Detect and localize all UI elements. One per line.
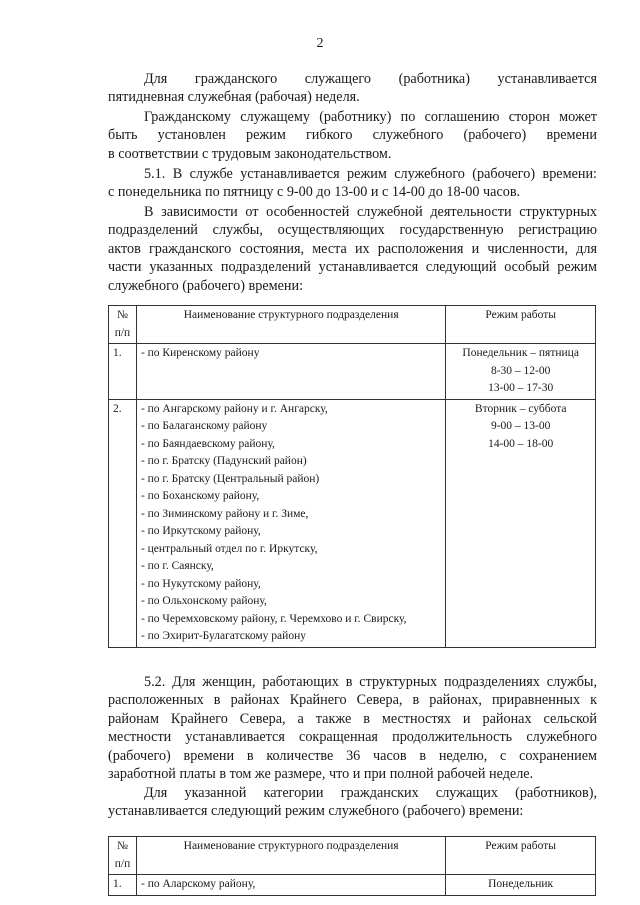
header-num-line: п/п bbox=[114, 326, 131, 339]
text-line: расположенных в районах Крайнего Севера, в районах, приравненных к bbox=[108, 692, 597, 709]
row-name: - по Аларскому району, bbox=[136, 875, 445, 896]
unit-name: - по Балаганскому району bbox=[140, 420, 268, 432]
row-num: 1. bbox=[109, 875, 137, 896]
unit-name: - по г. Саянску, bbox=[140, 560, 214, 572]
mode-line: Понедельник – пятница bbox=[462, 347, 579, 359]
header-num-line: № bbox=[116, 309, 128, 321]
unit-name: - по Киренскому району bbox=[140, 347, 260, 359]
text-line: подразделений службы, осуществляющих государственную регистрацию bbox=[108, 222, 597, 239]
text-line: Гражданскому служащему (работнику) по соглашению сторон может bbox=[144, 109, 597, 125]
row-mode: Понедельник bbox=[446, 875, 596, 896]
header-mode: Режим работы bbox=[446, 306, 596, 344]
unit-name: - по Боханскому району, bbox=[140, 490, 260, 502]
header-num bbox=[109, 837, 137, 875]
header-mode: Режим работы bbox=[446, 837, 596, 875]
schedule-table-2 bbox=[108, 836, 596, 896]
text-line: устанавливается следующий режим служебного (рабочего) времени: bbox=[108, 803, 524, 820]
paragraph-5-2 bbox=[108, 673, 597, 783]
text-line: В зависимости от особенностей служебной деятельности структурных bbox=[144, 204, 597, 220]
mode-line: 13-00 – 17-30 bbox=[488, 382, 554, 394]
unit-name: - по Эхирит-Булагатскому району bbox=[140, 630, 306, 642]
row-name bbox=[136, 344, 445, 400]
text-line: 5.2. Для женщин, работающих в структурных подразделениях службы, bbox=[144, 674, 597, 690]
paragraph-special-mode bbox=[108, 203, 597, 295]
text-line: местности устанавливается сокращенная продолжительность служебного bbox=[108, 729, 597, 746]
table-header-row bbox=[109, 837, 596, 875]
unit-name: - по Иркутскому району, bbox=[140, 525, 261, 537]
unit-name: - по г. Братску (Центральный район) bbox=[140, 472, 320, 485]
schedule-table-1 bbox=[108, 305, 596, 648]
text-line: (рабочего) времени в количестве 36 часов в неделю, с сохранением bbox=[108, 747, 597, 764]
header-name: Наименование структурного подразделения bbox=[136, 837, 445, 875]
text-line: быть установлен режим гибкого служебного (рабочего) времени bbox=[108, 127, 597, 144]
paragraph-flexible-time bbox=[108, 108, 597, 163]
unit-name: - по г. Братску (Падунский район) bbox=[140, 455, 307, 467]
text-line: в соответствии с трудовым законодательством. bbox=[108, 145, 392, 162]
text-line: заработной платы в том же размере, что и при полной рабочей неделе. bbox=[108, 766, 534, 783]
row-num: 2. bbox=[109, 399, 137, 647]
paragraph-5-1 bbox=[108, 165, 597, 202]
row-num: 1. bbox=[109, 344, 137, 400]
row-mode bbox=[446, 399, 596, 647]
paragraph-workweek bbox=[108, 70, 597, 107]
header-num-line: п/п bbox=[114, 857, 131, 870]
header-num bbox=[109, 306, 137, 344]
table-row bbox=[109, 399, 596, 647]
mode-line: 8-30 – 12-00 bbox=[490, 364, 551, 377]
header-num-line: № bbox=[117, 840, 128, 852]
row-name bbox=[136, 399, 445, 647]
table-row bbox=[109, 875, 596, 896]
table-row bbox=[109, 344, 596, 400]
text-line: 5.1. В службе устанавливается режим служебного (рабочего) времени: bbox=[144, 166, 597, 182]
paragraph-reduced-mode bbox=[108, 784, 597, 821]
text-line: служебного (рабочего) времени: bbox=[108, 277, 304, 294]
unit-name: - по Ангарскому району и г. Ангарску, bbox=[140, 402, 328, 415]
text-line: части указанных подразделений устанавливается следующий особый режим bbox=[108, 259, 597, 276]
text-line: Для указанной категории гражданских служащих (работников), bbox=[144, 785, 597, 801]
mode-line: 14-00 – 18-00 bbox=[488, 437, 554, 450]
text-line: районам Крайнего Севера, а также в местностях и районах сельской bbox=[108, 710, 597, 727]
unit-name: - центральный отдел по г. Иркутску, bbox=[140, 542, 318, 555]
text-line: с понедельника по пятницу с 9-00 до 13-00 и с 14-00 до 18-00 часов. bbox=[108, 184, 521, 201]
unit-name: - по Нукутскому району, bbox=[140, 577, 261, 590]
unit-name: - по Зиминскому району и г. Зиме, bbox=[140, 507, 309, 520]
unit-name: - по Баяндаевскому району, bbox=[140, 437, 275, 450]
mode-line: 9-00 – 13-00 bbox=[490, 420, 551, 432]
header-name: Наименование структурного подразделения bbox=[136, 306, 445, 344]
unit-name: - по Черемховскому району, г. Черемхово и г. Свирску, bbox=[140, 612, 407, 625]
text-line: Для гражданского служащего (работника) устанавливается bbox=[144, 71, 597, 87]
text-line: актов гражданского состояния, места их расположения и численности, для bbox=[108, 240, 597, 257]
row-mode bbox=[446, 344, 596, 400]
table-header-row bbox=[109, 306, 596, 344]
page-number: 2 bbox=[316, 36, 324, 51]
text-line: пятидневная служебная (рабочая) неделя. bbox=[108, 89, 360, 106]
unit-name: - по Ольхонскому району, bbox=[140, 595, 267, 607]
mode-line: Вторник – суббота bbox=[474, 402, 567, 415]
